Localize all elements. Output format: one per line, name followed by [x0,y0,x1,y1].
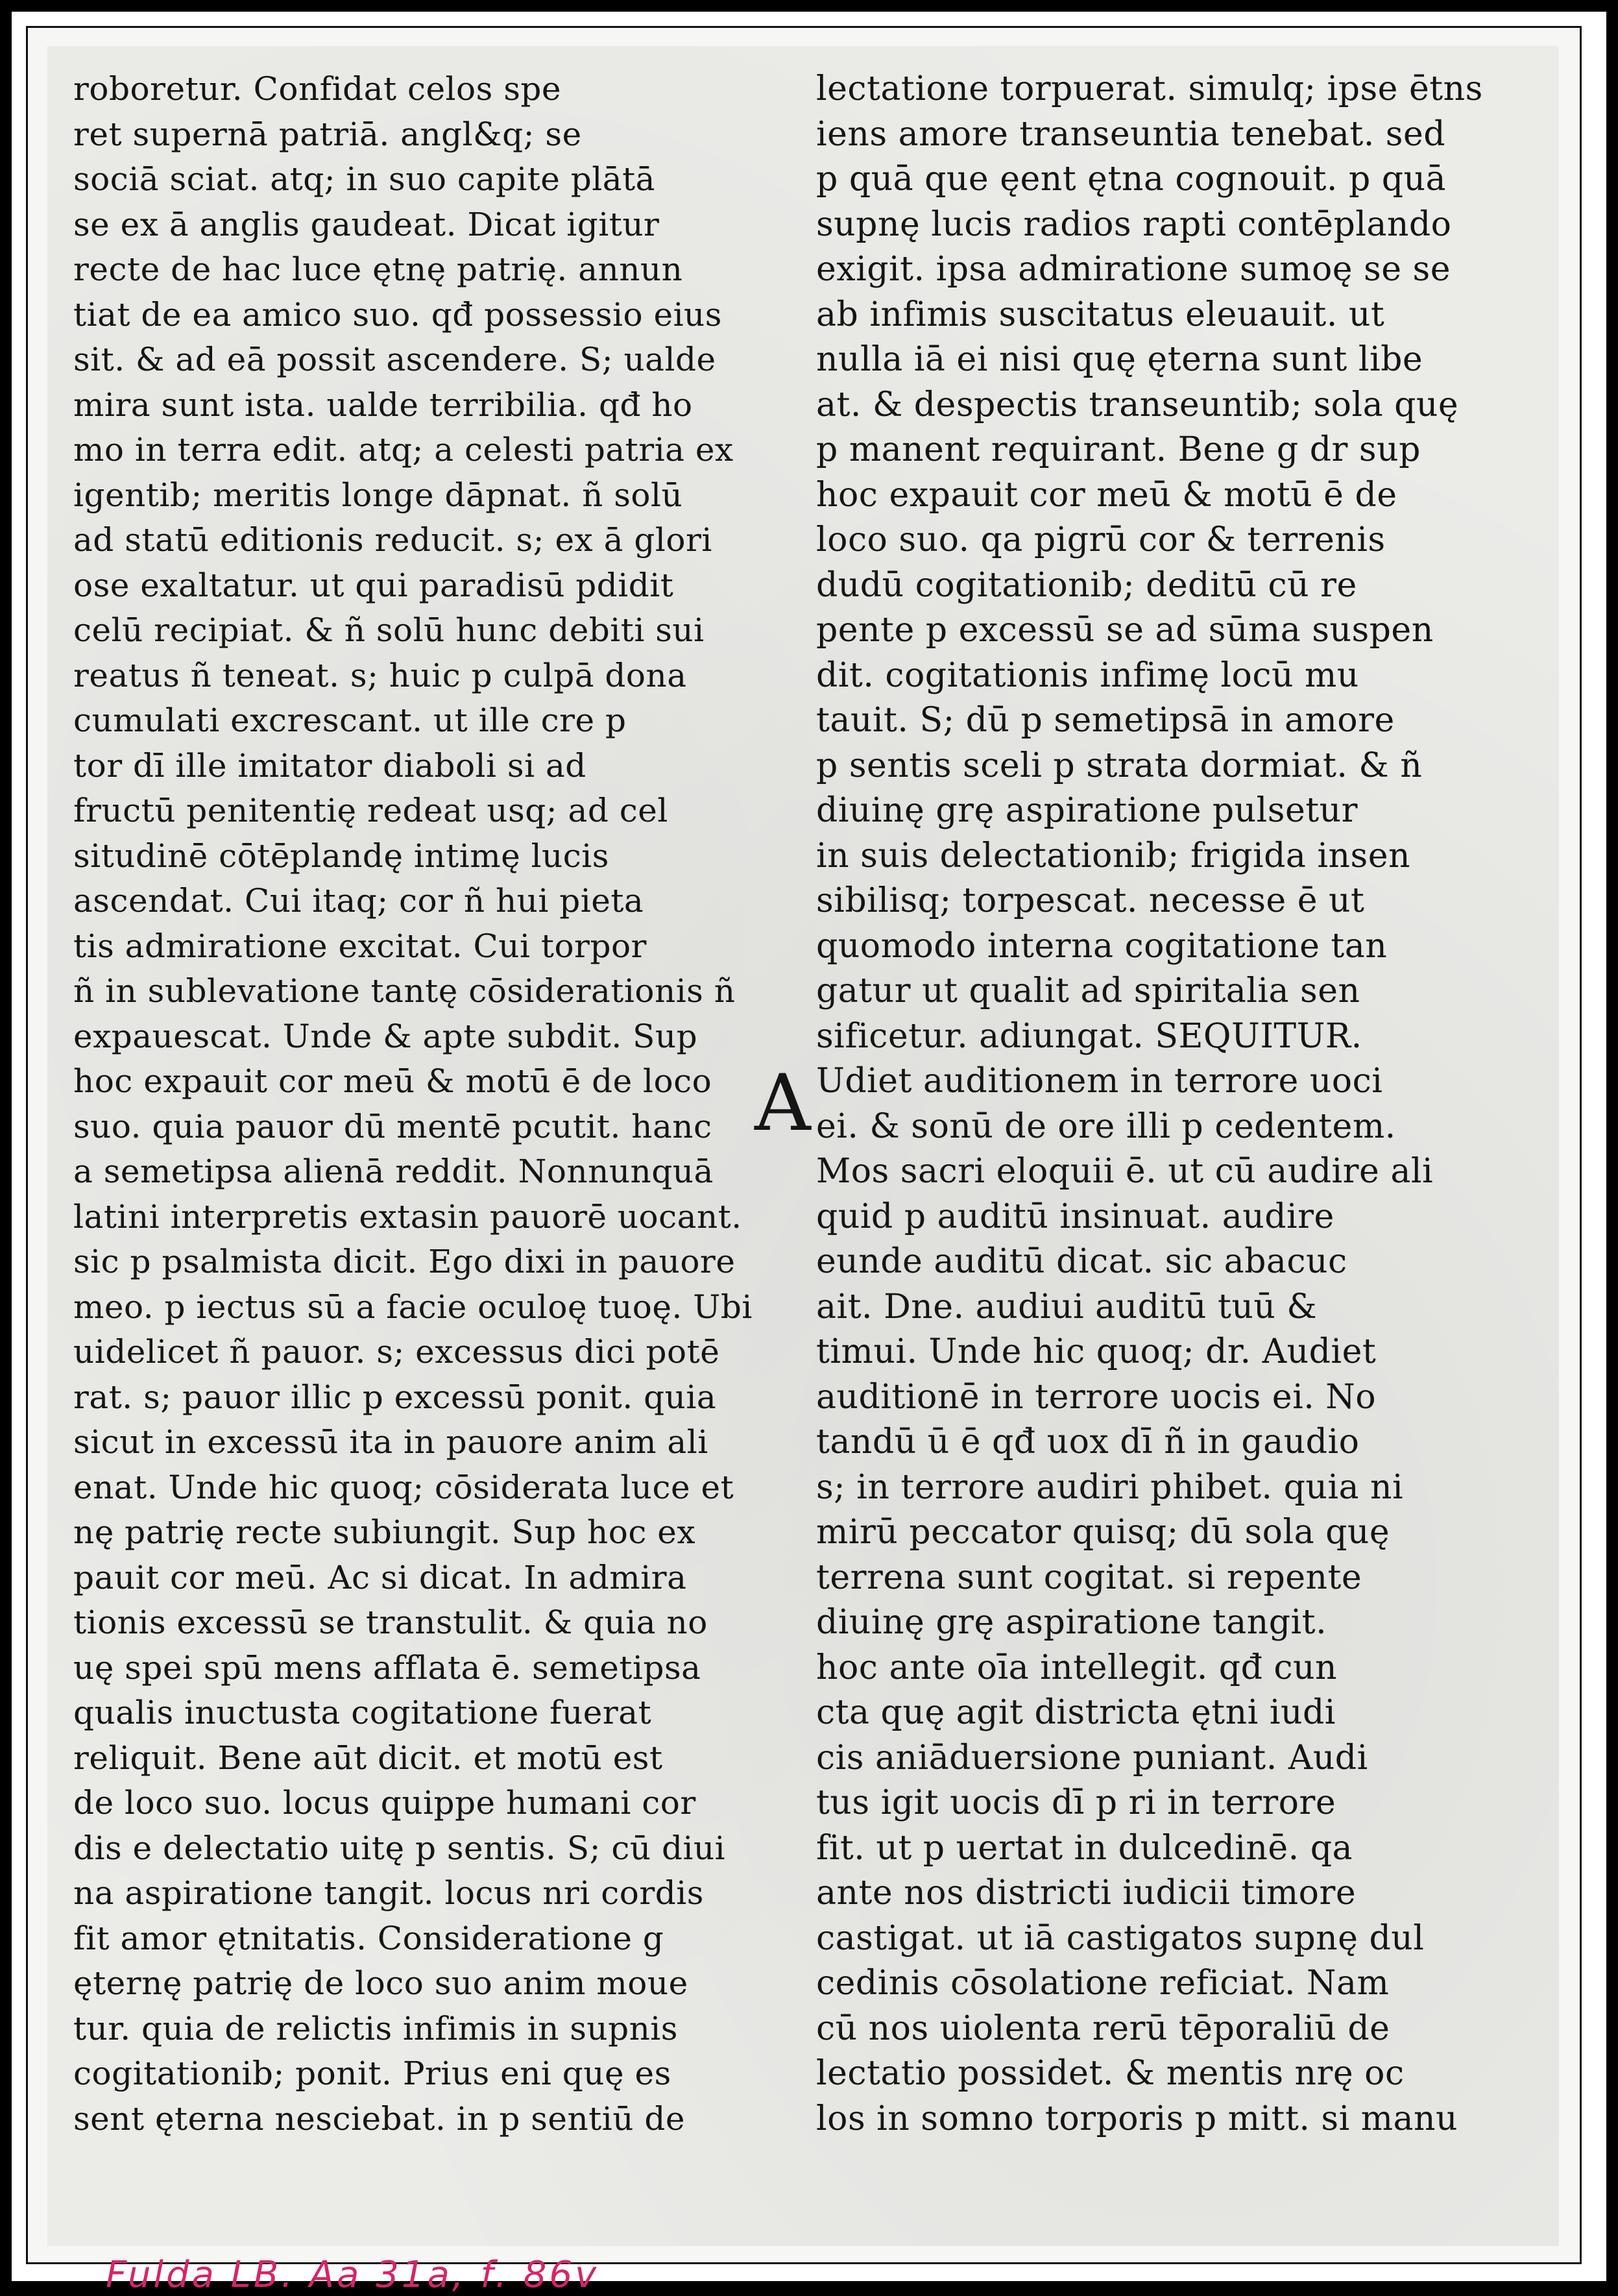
text-line: ret supernā patriā. angl&q; se [73,115,582,153]
text-line: in suis delectationib; frigida insen [816,836,1410,875]
text-line: p manent requirant. Bene g dr sup [816,430,1421,469]
text-line: diuinę grę aspiratione tangit. [816,1603,1327,1642]
text-line: terrena sunt cogitat. si repente [816,1557,1362,1597]
text-line: mira sunt ista. ualde terribilia. qđ ho [73,385,693,424]
text-line: dis e delectatio uitę p sentis. S; cū diui [73,1829,726,1867]
text-line: iens amore transeuntia tenebat. sed [816,114,1446,154]
text-line: cumulati excrescant. ut ille cre p [73,702,627,739]
text-line: suo. quia pauor dū mentē pcutit. hanc [73,1107,712,1145]
text-line: tus igit uocis dī p ri in terrore [816,1783,1336,1822]
text-line: tis admiratione excitat. Cui torpor [73,927,647,965]
text-line: Udiet auditionem in terrore uoci [816,1062,1383,1101]
text-line: at. & despectis transeuntib; sola quę [816,385,1459,424]
text-line: auditionē in terrore uocis ei. No [816,1377,1377,1417]
text-line: situdinē cōtēplandę intimę lucis [73,837,609,875]
text-line: ab infimis suscitatus eleuauit. ut [816,295,1385,334]
text-line: ad statū editionis reducit. s; ex ā glori [73,521,712,559]
left-column [73,67,780,2142]
text-line: mo in terra edit. atq; a celesti patria ex [73,431,734,469]
text-line: timui. Unde hic quoq; dr. Audiet [816,1332,1377,1371]
text-line: meo. p iectus sū a facie oculoę tuoę. Ubi [73,1288,753,1326]
text-line: p sentis sceli p strata dormiat. & ñ [816,746,1423,785]
text-line: tauit. S; dū p semetipsā in amore [816,701,1395,740]
text-line: hoc ante oīa intellegit. qđ cun [816,1648,1338,1687]
text-line: igentib; meritis longe dāpnat. ñ solū [73,476,683,514]
text-line: mirū peccator quisq; dū sola quę [816,1513,1390,1552]
text-line: de loco suo. locus quippe humani cor [73,1784,696,1822]
text-line: expauescat. Unde & apte subdit. Sup [73,1017,698,1055]
text-line: dudū cogitationib; deditū cū re [816,565,1357,605]
text-line: nulla iā ei nisi quę ęterna sunt libe [816,340,1423,379]
text-line: lectatione torpuerat. simulq; ipse ētns [816,69,1483,108]
text-line: quid p auditū insinuat. audire [816,1197,1334,1236]
text-line: latini interpretis extasin pauorē uocant. [73,1197,742,1236]
text-line: ose exaltatur. ut qui paradisū pdidit [73,566,674,604]
text-line: enat. Unde hic quoq; cōsiderata luce et [73,1468,734,1506]
drop-initial: A [755,1058,811,1149]
text-line: ęternę patrię de loco suo anim moue [73,1964,688,2002]
text-line: ñ in sublevatione tantę cōsiderationis ñ [73,972,736,1010]
text-line: sibilisq; torpescat. necesse ē ut [816,881,1365,920]
text-line: tionis excessū se transtulit. & quia no [73,1604,708,1641]
text-line: sociā sciat. atq; in suo capite plātā [73,160,655,198]
photo-frame [12,12,1606,2296]
text-line: a semetipsa alienā reddit. Nonnunquā [73,1153,714,1190]
text-line: quomodo interna cogitatione tan [816,926,1388,966]
text-line: ei. & sonū de ore illi p cedentem. [816,1106,1396,1146]
text-line: se ex ā anglis gaudeat. Dicat igitur [73,205,660,243]
text-line: lectatio possidet. & mentis nrę oc [816,2054,1405,2093]
text-line: pente p excessū se ad sūma suspen [816,611,1434,650]
text-line: castigat. ut iā castigatos supnę dul [816,1918,1425,1958]
text-line: reatus ñ teneat. s; huic p culpā dona [73,656,687,694]
text-line: cta quę agit districta ętni iudi [816,1693,1336,1732]
text-line: diuinę grę aspiratione pulsetur [816,791,1358,830]
text-line: fit. ut p uertat in dulcedinē. qa [816,1828,1353,1868]
text-line: na aspiratione tangit. locus nri cordis [73,1874,704,1912]
text-line: ante nos districti iudicii timore [816,1874,1357,1912]
text-line: s; in terrore audiri phibet. quia ni [816,1467,1404,1507]
text-line: celū recipiat. & ñ solū hunc debiti sui [73,611,705,649]
text-line: fructū penitentię redeat usq; ad cel [73,792,668,829]
text-line: cū nos uiolenta rerū tēporaliū de [816,2009,1390,2048]
text-line: rat. s; pauor illic p excessū ponit. quia [73,1378,717,1416]
text-line: uidelicet ñ pauor. s; excessus dici potē [73,1333,720,1371]
right-column [816,67,1536,2142]
text-line: eunde auditū dicat. sic abacuc [816,1242,1347,1281]
text-line: cis aniāduersione puniant. Audi [816,1738,1368,1777]
manuscript-page [26,26,1582,2296]
text-line: reliquit. Bene aūt dicit. et motū est [73,1739,663,1777]
shelfmark-annotation: Fulda LB. Aa 31a, f. 86v [106,2254,599,2296]
text-line: recte de hac luce ętnę patrię. annun [73,250,683,288]
text-line: p quā que ęent ętna cognouit. p quā [816,160,1447,199]
text-line: sit. & ad eā possit ascendere. S; ualde [73,341,716,378]
text-line: gatur ut qualit ad spiritalia sen [816,971,1360,1010]
text-line: pauit cor meū. Ac si dicat. In admira [73,1558,687,1596]
text-line: sent ęterna nesciebat. in p sentiū de [73,2099,685,2138]
text-line: hoc expauit cor meū & motū ē de [816,475,1397,515]
text-line: ascendat. Cui itaq; cor ñ hui pieta [73,882,644,920]
text-line: supnę lucis radios rapti contēplando [816,204,1452,244]
text-line: tor dī ille imitator diaboli si ad [73,746,586,785]
text-line: nę patrię recte subiungit. Sup hoc ex [73,1513,696,1551]
text-line: hoc expauit cor meū & motū ē de loco [73,1062,712,1100]
text-line: tiat de ea amico suo. qđ possessio eius [73,295,722,334]
text-line: qualis inuctusta cogitatione fuerat [73,1694,652,1731]
text-line: sic p psalmista dicit. Ego dixi in pauore [73,1243,736,1280]
text-line: loco suo. qa pigrū cor & terrenis [816,520,1386,559]
text-line: cedinis cōsolatione reficiat. Nam [816,1964,1390,2003]
manuscript-leaf [47,46,1559,2246]
text-line: sificetur. adiungat. SEQUITUR. [816,1016,1362,1056]
text-line: sicut in excessū ita in pauore anim ali [73,1423,708,1461]
text-line: dit. cogitationis infimę locū mu [816,655,1359,695]
text-line: ait. Dne. audiui auditū tuū & [816,1287,1318,1326]
text-line: fit amor ętnitatis. Consideratione g [73,1919,664,1957]
text-line: cogitationib; ponit. Prius eni quę es [73,2055,671,2092]
text-line: los in somno torporis p mitt. si manu [816,2099,1458,2138]
text-line: tandū ū ē qđ uox dī ñ in gaudio [816,1423,1360,1461]
text-line: tur. quia de relictis infimis in supnis [73,2009,678,2047]
text-line: uę spei spū mens afflata ē. semetipsa [73,1648,701,1687]
text-line: Mos sacri eloquii ē. ut cū audire ali [816,1152,1434,1191]
text-line: roboretur. Confidat celos spe [73,70,561,108]
text-line: exigit. ipsa admiratione sumoę se se [816,250,1451,289]
